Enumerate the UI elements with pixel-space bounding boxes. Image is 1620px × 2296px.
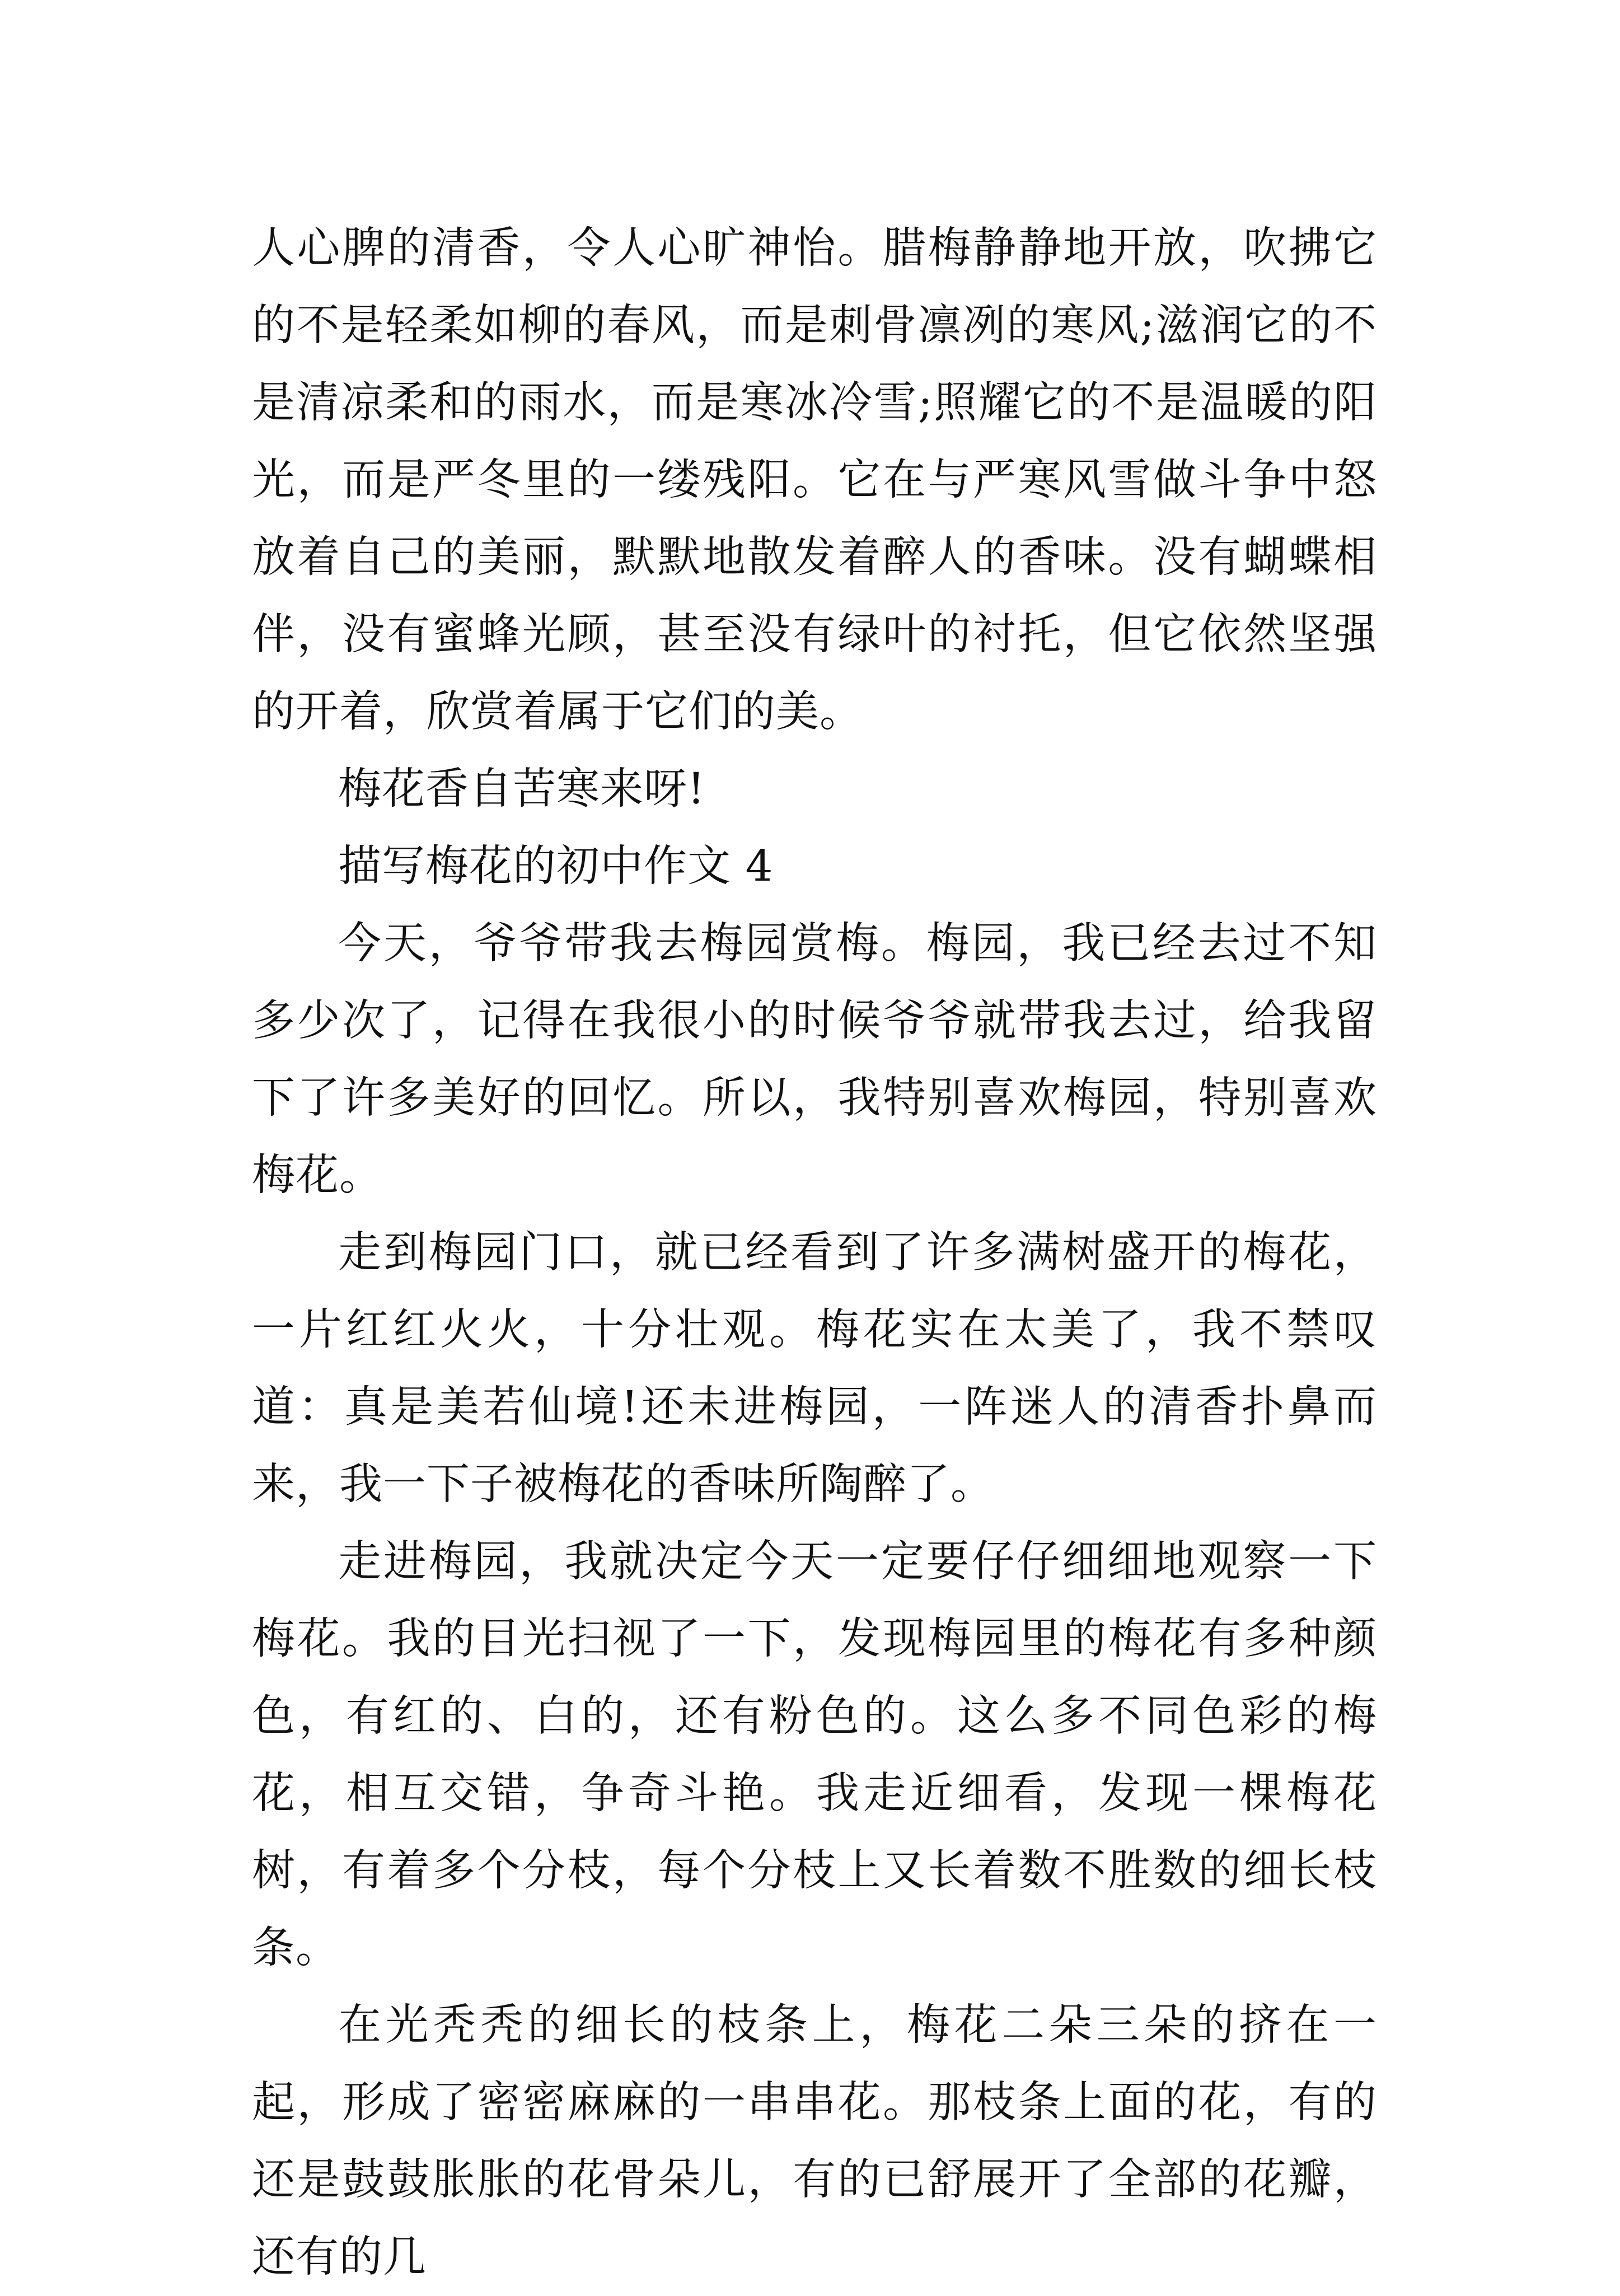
essay-heading: 描写梅花的初中作文 4 [338,841,774,891]
paragraph-1: 人心脾的清香，令人心旷神怡。腊梅静静地开放，吹拂它的不是轻柔如柳的春风，而是刺骨凛冽的寒风;滋润它的不是清凉柔和的雨水，而是寒冰冷雪;照耀它的不是温暖的阳光，而是严冬里的一缕残阳。它在与严寒风雪做斗争中怒放着自己的美丽，默默地散发着醉人的香味。没有蝴蝶相伴，没有蜜蜂光顾，甚至没有绿叶的衬托，但它依然坚强的开着，欣赏着属于它们的美。 [252,223,1377,737]
paragraph-4: 走到梅园门口，就已经看到了许多满树盛开的梅花，一片红红火火，十分壮观。梅花实在太美了，我不禁叹道：真是美若仙境!还未进梅园，一阵迷人的清香扑鼻而来，我一下子被梅花的香味所陶醉了。 [252,1228,1377,1509]
paragraph-5: 走进梅园，我就决定今天一定要仔仔细细地观察一下梅花。我的目光扫视了一下，发现梅园里的梅花有多种颜色，有红的、白的，还有粉色的。这么多不同色彩的梅花，相互交错，争奇斗艳。我走近细看，发现一棵梅花树，有着多个分枝，每个分枝上又长着数不胜数的细长枝条。 [252,1537,1377,1973]
paragraph-3: 今天，爷爷带我去梅园赏梅。梅园，我已经去过不知多少次了，记得在我很小的时候爷爷就带我去过，给我留下了许多美好的回忆。所以，我特别喜欢梅园，特别喜欢梅花。 [252,919,1377,1200]
document-page [252,210,1377,2296]
paragraph-2: 梅花香自苦寒来呀! [338,764,705,814]
paragraph-6: 在光秃秃的细长的枝条上，梅花二朵三朵的挤在一起，形成了密密麻麻的一串串花。那枝条上面的花，有的还是鼓鼓胀胀的花骨朵儿，有的已舒展开了全部的花瓣，还有的几 [252,2000,1377,2282]
